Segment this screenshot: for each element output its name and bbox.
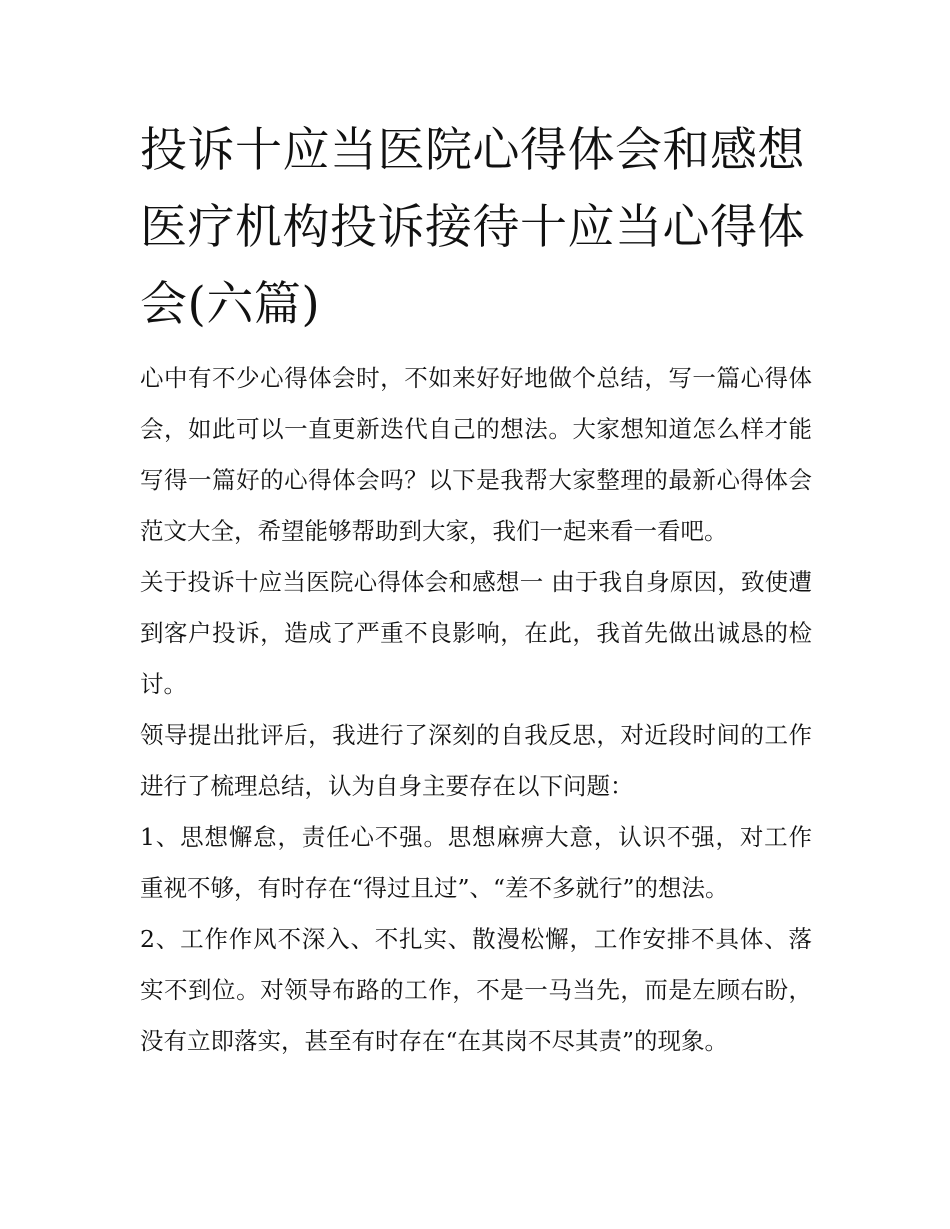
intro-paragraph: 心中有不少心得体会时，不如来好好地做个总结，写一篇心得体会，如此可以一直更新迭代自己的想法。大家想知道怎么样才能写得一篇好的心得体会吗？以下是我帮大家整理的最新心得体会范文大全，希望能够帮助到大家，我们一起来看一看吧。 [140, 364, 812, 545]
document-body [140, 353, 812, 1067]
issue-item-2: 2、工作作风不深入、不扎实、散漫松懈，工作安排不具体、落实不到位。对领导布路的工作，不是一马当先，而是左顾右盼，没有立即落实，甚至有时存在“在其岗不尽其责”的现象。 [140, 925, 812, 1055]
document-page [140, 112, 812, 1067]
issue-item-1: 1、思想懈怠，责任心不强。思想麻痹大意，认识不强，对工作重视不够，有时存在“得过且过”、“差不多就行”的想法。 [140, 823, 812, 902]
reflection-paragraph: 领导提出批评后，我进行了深刻的自我反思，对近段时间的工作进行了梳理总结，认为自身主要存在以下问题： [140, 721, 812, 800]
document-title: 投诉十应当医院心得体会和感想 医疗机构投诉接待十应当心得体会(六篇) [140, 123, 805, 332]
section-one-paragraph: 关于投诉十应当医院心得体会和感想一 由于我自身原因，致使遭到客户投诉，造成了严重不良影响，在此，我首先做出诚恳的检讨。 [140, 568, 812, 698]
